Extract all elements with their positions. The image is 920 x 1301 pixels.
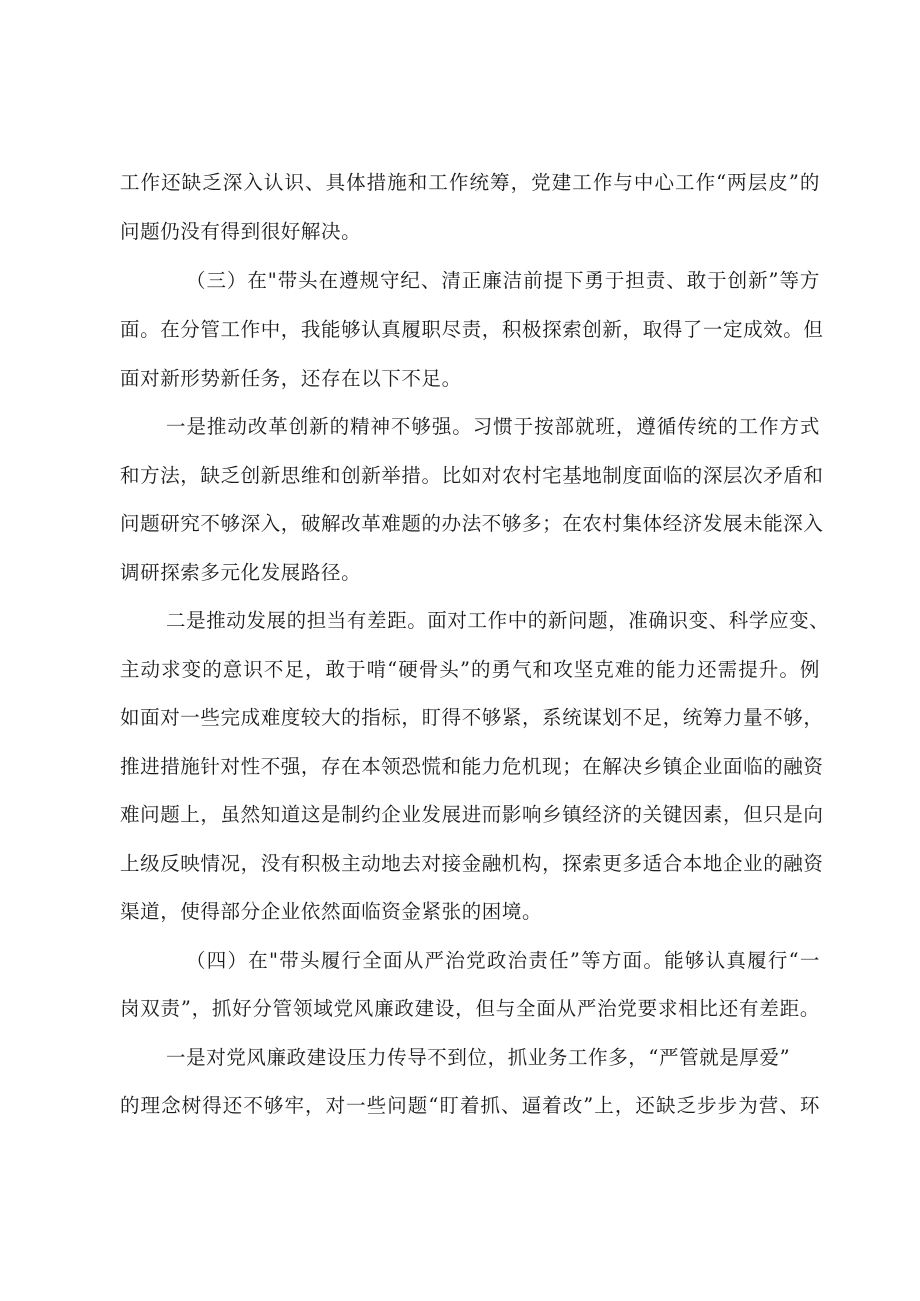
body-text-line: 难问题上，虽然知道这是制约企业发展进而影响乡镇经济的关键因素，但只是向 bbox=[120, 803, 824, 826]
body-text-line: 面。在分管工作中，我能够认真履职尽责，积极探索创新，取得了一定成效。但 bbox=[120, 318, 824, 341]
body-text-line: 和方法，缺乏创新思维和创新举措。比如对农村宅基地制度面临的深层次矛盾和 bbox=[120, 464, 824, 487]
body-text-line: 问题研究不够深入，破解改革难题的办法不够多；在农村集体经济发展未能深入 bbox=[120, 512, 824, 535]
body-text-line: 问题仍没有得到很好解决。 bbox=[120, 220, 362, 243]
body-text-line: 一是推动改革创新的精神不够强。习惯于按部就班，遵循传统的工作方式 bbox=[166, 415, 820, 438]
body-text-line: 推进措施针对性不强，存在本领恐慌和能力危机现；在解决乡镇企业面临的融资 bbox=[120, 755, 824, 778]
section-heading-line: （四）在"带头履行全面从严治党政治责任”等方面。能够认真履行“一 bbox=[186, 949, 820, 972]
body-text-line: 上级反映情况，没有积极主动地去对接金融机构，探索更多适合本地企业的融资 bbox=[120, 852, 824, 875]
body-text-line: 的理念树得还不够牢，对一些问题“盯着抓、逼着改”上，还缺乏步步为营、环 bbox=[120, 1094, 820, 1117]
body-text-line: 渠道，使得部分企业依然面临资金紧张的困境。 bbox=[120, 900, 543, 923]
body-text-line: 如面对一些完成难度较大的指标，盯得不够紧，系统谋划不足，统筹力量不够， bbox=[120, 706, 824, 729]
body-text-line: 二是推动发展的担当有差距。面对工作中的新问题，准确识变、科学应变、 bbox=[166, 609, 830, 632]
body-text-line: 一是对党风廉政建设压力传导不到位，抓业务工作多，“严管就是厚爱” bbox=[166, 1046, 791, 1069]
section-heading-line: （三）在"带头在遵规守纪、清正廉洁前提下勇于担责、敢于创新”等方 bbox=[186, 269, 820, 292]
body-text-line: 岗双责”，抓好分管领域党风廉政建设，但与全面从严治党要求相比还有差距。 bbox=[120, 997, 820, 1020]
body-text-line: 主动求变的意识不足，敢于啃“硬骨头”的勇气和攻坚克难的能力还需提升。例 bbox=[120, 658, 820, 681]
body-text-line: 工作还缺乏深入认识、具体措施和工作统筹，党建工作与中心工作“两层皮”的 bbox=[120, 171, 820, 194]
body-text-line: 调研探索多元化发展路径。 bbox=[120, 561, 362, 584]
body-text-line: 面对新形势新任务，还存在以下不足。 bbox=[120, 367, 462, 390]
